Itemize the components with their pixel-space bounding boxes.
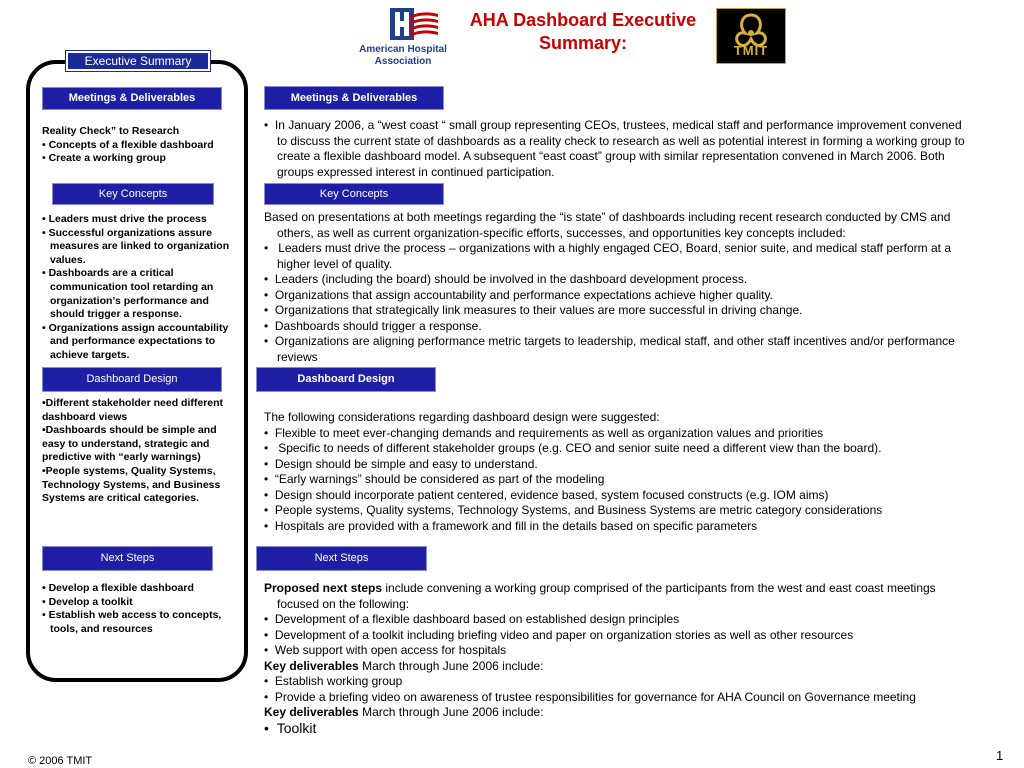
sidebar-item: • Concepts of a flexible dashboard xyxy=(42,138,214,151)
list-item: • Dashboards should trigger a response. xyxy=(264,318,482,333)
key-deliverables-label: Key deliverables xyxy=(264,705,359,719)
key-concepts-intro: Based on presentations at both meetings regarding the “is state” of dashboards including recent research conducted by CMS and others, as well as current organization-specific efforts, successes, and opportunities key concepts included: xyxy=(264,210,951,240)
sidebar-section-meetings xyxy=(42,125,238,166)
heading-next-steps: Next Steps xyxy=(256,546,427,571)
list-item-text: Leaders (including the board) should be involved in the dashboard development process. xyxy=(274,272,748,286)
sidebar-section-key-concepts xyxy=(42,213,238,363)
dashboard-design-intro: The following considerations regarding dashboard design were suggested: xyxy=(264,410,660,424)
meetings-bullet-text: In January 2006, a “west coast “ small group representing CEOs, trustees, medical staff and performance improvement convened to discuss the current state of dashboards as a reality check to research as well as potential interest in forming a working group to create a flexible dashboard model. A subsequent “east coast” group with similar representation convened in March 2006. Both groups expressed interest in continued participation. xyxy=(274,118,965,179)
section-dashboard-design xyxy=(264,410,972,534)
list-item: • Development of a flexible dashboard based on established design principles xyxy=(264,612,680,626)
sidebar-item: • Organizations assign accountability and performance expectations to achieve targets. xyxy=(42,321,229,361)
list-item-text: Specific to needs of different stakeholder groups (e.g. CEO and senior suite need a different view than the board). xyxy=(274,441,882,455)
list-item-text: “Early warnings” should be considered as part of the modeling xyxy=(274,472,605,486)
title-line1: AHA Dashboard Executive xyxy=(469,10,697,30)
aha-logo-mark xyxy=(350,8,456,48)
list-item: • Organizations are aligning performance metric targets to leadership, medical staff, and other staff incentives and/or performance reviews xyxy=(264,334,955,364)
list-item-text: Organizations that assign accountability and performance expectations achieve higher quality. xyxy=(274,287,773,302)
meetings-bullet: • In January 2006, a “west coast “ small group representing CEOs, trustees, medical staff and performance improvement convened to discuss the current state of dashboards as a reality check to research as well as potential interest in forming a working group to create a flexible dashboard model. A subsequent “east coast” group with similar representation convened in March 2006. Both groups expressed interest in continued participation. xyxy=(264,118,965,179)
sidebar-section-next-steps xyxy=(42,582,238,636)
sidebar-item: • Establish web access to concepts, tools, and resources xyxy=(42,609,222,635)
aha-name-line2: Association xyxy=(374,56,432,67)
page-title xyxy=(452,9,714,55)
list-item-text: Flexible to meet ever-changing demands and requirements as well as organization values and priorities xyxy=(274,425,824,440)
list-item-text: Design should be simple and easy to understand. xyxy=(274,456,538,471)
sidebar-heading-dashboard-design: Dashboard Design xyxy=(42,367,222,392)
tmit-logo-text: TMIT xyxy=(733,43,769,58)
list-item: • Web support with open access for hospitals xyxy=(264,643,507,657)
list-item-text: Development of a flexible dashboard based on established design principles xyxy=(274,612,680,626)
section-key-concepts xyxy=(264,210,972,365)
sidebar-item: •People systems, Quality Systems, Technology Systems, and Business Systems are critical categories. xyxy=(42,464,221,505)
key-deliverables-label: Key deliverables xyxy=(264,658,359,673)
list-item: • Toolkit xyxy=(264,719,317,736)
title-line2: Summary: xyxy=(538,33,628,53)
list-item-text: Provide a briefing video on awareness of trustee responsibilities for governance for AHA Council on Governance meeting xyxy=(274,689,916,704)
list-item-text: Leaders must drive the process – organizations with a highly engaged CEO, Board, senior suite, and medical staff perform at a higher level of quality. xyxy=(274,241,952,271)
key-deliverables-intro xyxy=(264,705,972,721)
sidebar-item: • Dashboards are a critical communication tool retarding an organization’s performance and should trigger a response. xyxy=(42,267,214,321)
sidebar-section-dashboard-design xyxy=(42,397,224,506)
sidebar-item: •Dashboards should be simple and easy to understand, strategic and predictive with “early warnings) xyxy=(42,424,217,464)
list-item-text: Organizations are aligning performance metric targets to leadership, medical staff, and other staff incentives and/or performance reviews xyxy=(274,334,955,364)
section-meetings xyxy=(264,118,972,180)
sidebar-item: • Develop a flexible dashboard xyxy=(42,582,194,594)
proposed-steps-text: include convening a working group comprised of the participants from the west and east coast meetings focused on the following: xyxy=(277,581,936,611)
list-item: • Establish working group xyxy=(264,674,403,688)
sidebar-item: Reality Check” to Research xyxy=(42,125,180,137)
list-item: • “Early warnings” should be considered as part of the modeling xyxy=(264,472,605,486)
list-item: • Specific to needs of different stakeholder groups (e.g. CEO and senior suite need a different view than the board). xyxy=(264,441,882,455)
list-item: • Development of a toolkit including briefing video and paper on organization stories as well as other resources xyxy=(264,627,854,642)
list-item-text: Web support with open access for hospitals xyxy=(274,643,507,657)
list-item: • Hospitals are provided with a framework and fill in the details based on specific parameters xyxy=(264,518,758,533)
list-item-text: Development of a toolkit including briefing video and paper on organization stories as well as other resources xyxy=(274,627,854,642)
list-item: • Design should be simple and easy to understand. xyxy=(264,456,538,471)
sidebar-item: • Develop a toolkit xyxy=(42,595,133,608)
list-item-text: People systems, Quality systems, Technology Systems, and Business Systems are metric category considerations xyxy=(274,503,883,517)
key-deliverables-text: March through June 2006 include: xyxy=(358,705,544,719)
list-item: • Provide a briefing video on awareness of trustee responsibilities for governance for AHA Council on Governance meeting xyxy=(264,689,916,704)
list-item-text: Hospitals are provided with a framework and fill in the details based on specific parameters xyxy=(274,518,758,533)
list-item-text: Dashboards should trigger a response. xyxy=(274,318,482,333)
key-deliverables-intro xyxy=(264,659,972,675)
key-deliverables-text: March through June 2006 include: xyxy=(358,658,544,673)
aha-logo-text xyxy=(350,44,456,68)
sidebar-heading-meetings: Meetings & Deliverables xyxy=(42,87,222,110)
list-item-text: Design should incorporate patient centered, evidence based, system focused constructs (e.g. IOM aims) xyxy=(274,487,829,502)
list-item-text: Establish working group xyxy=(274,674,403,688)
heading-dashboard-design: Dashboard Design xyxy=(256,367,436,392)
list-item: • Leaders must drive the process – organizations with a highly engaged CEO, Board, senior suite, and medical staff perform at a higher level of quality. xyxy=(264,241,952,271)
list-item-text: Toolkit xyxy=(276,719,317,736)
proposed-steps-intro xyxy=(264,581,972,612)
aha-name-line1: American Hospital xyxy=(359,44,447,55)
heading-meetings: Meetings & Deliverables xyxy=(264,86,444,110)
sidebar-item: • Create a working group xyxy=(42,152,166,165)
page-number: 1 xyxy=(996,748,1004,763)
heading-key-concepts: Key Concepts xyxy=(264,183,444,205)
section-next-steps xyxy=(264,581,972,736)
list-item: • Design should incorporate patient centered, evidence based, system focused constructs (e.g. IOM aims) xyxy=(264,487,829,502)
sidebar-item: • Successful organizations assure measures are linked to organization values. xyxy=(42,226,230,266)
sidebar-item: •Different stakeholder need different dashboard views xyxy=(42,397,224,423)
proposed-steps-label: Proposed next steps xyxy=(264,581,383,595)
sidebar-item: • Leaders must drive the process xyxy=(42,213,207,225)
sidebar-title: Executive Summary xyxy=(66,51,210,71)
sidebar-heading-key-concepts: Key Concepts xyxy=(52,183,214,205)
list-item-text: Organizations that strategically link measures to their values are more successful in driving change. xyxy=(274,303,803,317)
list-item: • Organizations that assign accountability and performance expectations achieve higher quality. xyxy=(264,287,773,302)
list-item: • People systems, Quality systems, Technology Systems, and Business Systems are metric category considerations xyxy=(264,503,883,517)
list-item: • Organizations that strategically link measures to their values are more successful in driving change. xyxy=(264,303,803,317)
list-item: • Flexible to meet ever-changing demands and requirements as well as organization values and priorities xyxy=(264,425,824,440)
sidebar-heading-next-steps: Next Steps xyxy=(42,546,213,571)
copyright: © 2006 TMIT xyxy=(28,755,93,767)
list-item: • Leaders (including the board) should be involved in the dashboard development process. xyxy=(264,272,748,286)
tmit-logo xyxy=(716,8,786,64)
